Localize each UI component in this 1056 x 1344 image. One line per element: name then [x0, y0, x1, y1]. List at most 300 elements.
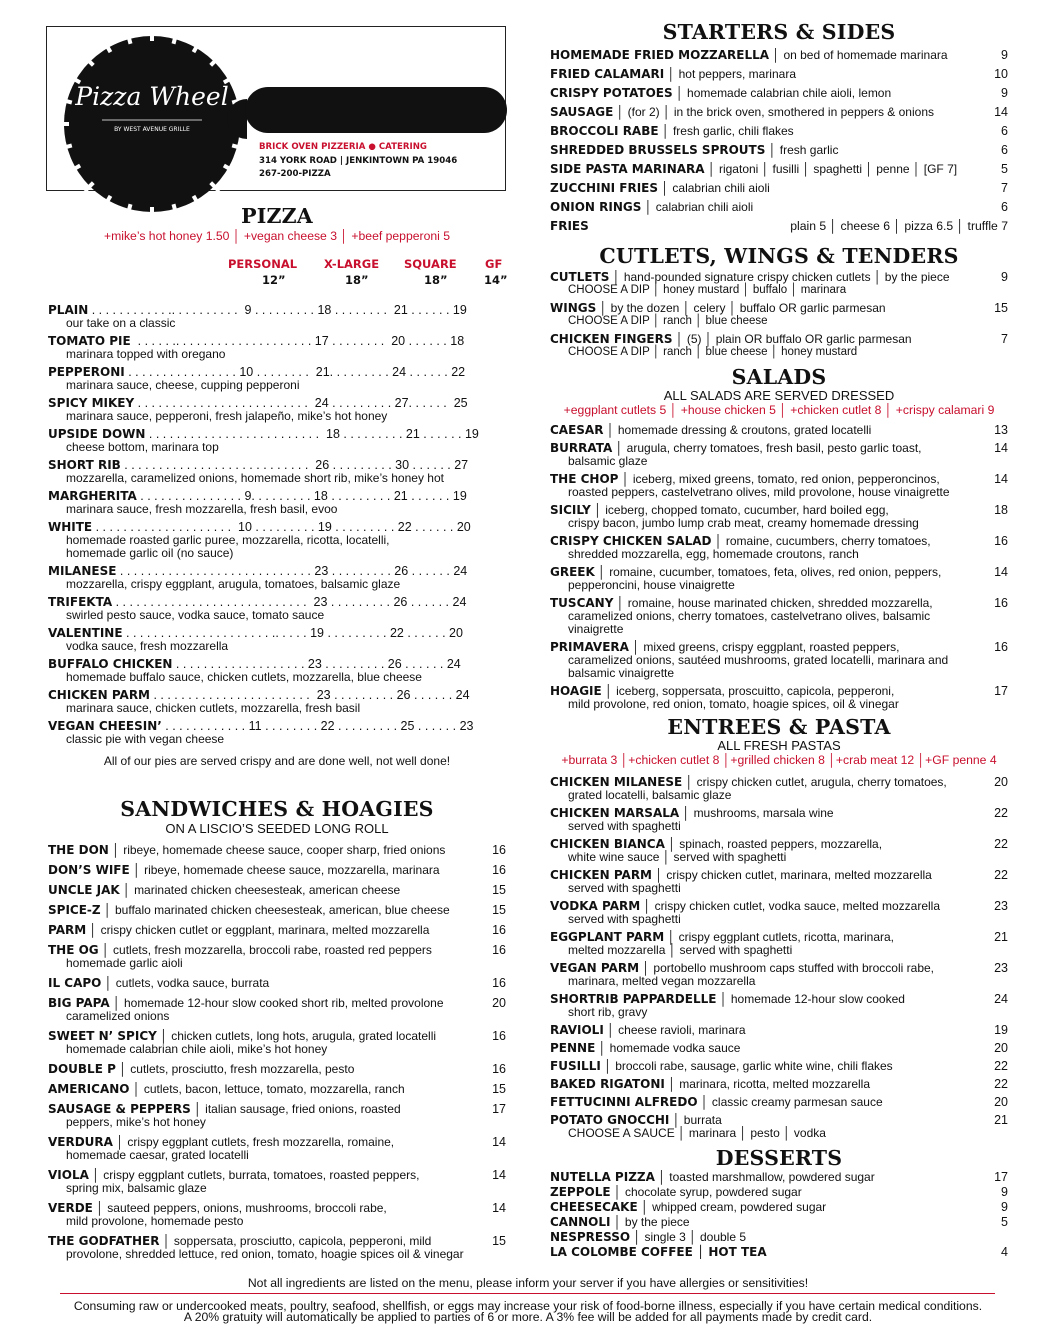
menu-item-line — [550, 837, 1008, 851]
item-desc: marinara topped with oregano — [66, 347, 226, 361]
footer-divider — [60, 1293, 995, 1294]
menu-item — [550, 899, 1008, 926]
pizza-entry — [48, 688, 506, 715]
desserts-list — [550, 1170, 1008, 1259]
item-desc: by the piece — [624, 1215, 690, 1229]
pizza-section — [48, 204, 506, 768]
separator: │ — [618, 472, 633, 486]
pizza-item — [48, 564, 506, 578]
item-price: 22 — [994, 837, 1008, 851]
item-name: TRIFEKTA — [48, 595, 113, 609]
menu-item-line — [550, 1230, 1008, 1244]
item-name: BURRATA — [550, 441, 613, 455]
separator: │ — [129, 863, 145, 877]
separator: │ — [654, 1170, 670, 1184]
item-desc: marinara sauce, pepperoni, fresh jalapeño, mike’s hot honey — [66, 409, 388, 423]
size-inches: 18” — [424, 273, 448, 287]
menu-item — [550, 806, 1008, 833]
item-desc-cont: caramelized onions, cherry tomatoes, castelvetrano olives, balsamic vinaigrette — [568, 609, 931, 636]
pizza-entry — [48, 520, 506, 560]
item-desc-cont: CHOOSE A DIP │ honey mustard │ buffalo │ marinara — [568, 284, 847, 296]
item-desc-cont: white wine sauce │ served with spaghetti — [568, 850, 787, 864]
size-inches: 18” — [345, 273, 369, 287]
right-column — [550, 20, 1008, 1260]
item-desc: mixed greens, crispy eggplant, roasted peppers, — [643, 640, 900, 654]
entrees-subtitle: ALL FRESH PASTAS — [717, 738, 841, 753]
item-desc-cont: caramelized onions, sautéed mushrooms, grated locatelli, marinara and balsamic vinaigrette — [568, 653, 949, 680]
menu-item — [550, 534, 1008, 561]
item-name: SHREDDED BRUSSELS SPROUTS — [550, 143, 766, 157]
item-desc: marinara sauce, cheese, cupping pepperoni — [66, 378, 300, 392]
menu-item — [48, 1201, 506, 1228]
pizza-prices: . . . . . . . . . . . . . . . . . . . . . .. . . . . 19 . . . . . . . . . 22 . . . . . . 20 — [122, 626, 463, 640]
item-desc: crispy eggplant cutlets, burrata, tomatoes, roasted peppers, — [103, 1168, 420, 1182]
menu-item-line — [550, 124, 1008, 138]
item-price: 14 — [994, 565, 1008, 579]
menu-item — [48, 923, 506, 937]
separator: │ — [682, 775, 697, 789]
menu-item — [550, 961, 1008, 988]
item-name: VALENTINE — [48, 626, 123, 640]
menu-item — [550, 441, 1008, 468]
separator: │ — [595, 1041, 610, 1055]
item-desc: fresh garlic — [779, 143, 839, 157]
item-desc-cont: served with spaghetti — [568, 819, 681, 833]
item-desc: hot peppers, marinara — [678, 67, 796, 81]
menu-item — [550, 992, 1008, 1019]
desserts-title: DESSERTS — [715, 1146, 843, 1170]
item-name: VERDE — [48, 1201, 93, 1215]
separator: │ — [594, 565, 610, 579]
separator: │ — [640, 899, 655, 913]
item-name: HOMEMADE FRIED MOZZARELLA — [550, 48, 770, 62]
item-price: 20 — [492, 996, 506, 1010]
item-desc: chicken cutlets, long hots, arugula, grated locatelli — [171, 1029, 437, 1043]
salads-title: SALADS — [731, 365, 827, 389]
pizza-item — [48, 334, 506, 348]
item-desc-cont: shredded mozzarella, egg, homemade croutons, ranch — [568, 547, 859, 561]
item-name: CHICKEN BIANCA — [550, 837, 665, 851]
separator: │ — [92, 1201, 108, 1215]
pizza-prices: . . . . . . . . . . . . . . . . . . . . . . . . . 24 . . . . . . . . . 27. . . . . . 25 — [134, 396, 468, 410]
separator: │ — [641, 200, 656, 214]
item-name: CAESAR — [550, 423, 604, 437]
item-desc: cutlets, vodka sauce, burrata — [115, 976, 270, 990]
item-desc: swirled pesto sauce, vodka sauce, tomato sauce — [66, 608, 325, 622]
item-name: AMERICANO — [48, 1082, 130, 1096]
item-price: 9 — [1001, 1185, 1008, 1199]
item-name: SAUSAGE — [550, 105, 614, 119]
menu-item — [550, 1095, 1008, 1109]
item-price: 7 — [1001, 332, 1008, 346]
menu-item — [550, 270, 1008, 297]
menu-item — [550, 1059, 1008, 1073]
item-name: VERDURA — [48, 1135, 113, 1149]
item-name: FETTUCINNI ALFREDO — [550, 1095, 698, 1109]
menu-item — [48, 1168, 506, 1195]
pizza-item — [48, 489, 506, 503]
menu-item — [48, 1082, 506, 1096]
item-desc-cont: balsamic glaze — [568, 454, 648, 468]
entrees-list — [550, 775, 1008, 1140]
item-name: CRISPY CHICKEN SALAD — [550, 534, 712, 548]
pizza-prices: . . . . . . . . . . . . . . . . . . . . . . . 23 . . . . . . . . . 26 . . . . . . 24 — [150, 688, 470, 702]
item-price: 22 — [994, 806, 1008, 820]
separator: │ — [600, 1059, 616, 1073]
item-price: 22 — [994, 868, 1008, 882]
cutlets-list — [550, 270, 1008, 359]
pizza-item — [48, 719, 506, 733]
item-price: 23 — [994, 899, 1008, 913]
menu-item-line — [550, 143, 1008, 157]
menu-item-line — [550, 1113, 1008, 1127]
menu-item-line — [550, 1170, 1008, 1184]
item-desc: chocolate syrup, powdered sugar — [624, 1185, 802, 1199]
item-name: SIDE PASTA MARINARA — [550, 162, 705, 176]
pizza-item — [48, 688, 506, 702]
item-price: 15 — [492, 883, 506, 897]
item-price: 15 — [994, 301, 1008, 315]
menu-item-line — [550, 565, 1008, 579]
item-name: ZEPPOLE — [550, 1185, 611, 1199]
menu-item-line — [550, 181, 1008, 195]
item-price: 10 — [994, 67, 1008, 81]
sandwich-list — [48, 843, 506, 1261]
item-name: PENNE — [550, 1041, 596, 1055]
menu-item — [550, 775, 1008, 802]
item-name: ONION RINGS — [550, 200, 642, 214]
separator: │ — [664, 1077, 680, 1091]
item-desc-cont: spring mix, balsamic glaze — [66, 1181, 207, 1195]
pizza-addons: +mike’s hot honey 1.50 │ +vegan cheese 3 │ +beef pepperoni 5 — [103, 229, 450, 243]
header-line1: BRICK OVEN PIZZERIA ● CATERING — [259, 142, 427, 152]
item-name: SHORTRIB PAPPARDELLE — [550, 992, 717, 1006]
pizza-entry — [48, 595, 506, 622]
item-name: ZUCCHINI FRIES — [550, 181, 658, 195]
separator: │ — [664, 930, 679, 944]
item-name: FUSILLI — [550, 1059, 601, 1073]
menu-item-line — [550, 930, 1008, 944]
item-desc: marinated chicken cheesesteak, american cheese — [134, 883, 401, 897]
separator: │ — [658, 181, 673, 195]
menu-item-line — [550, 1041, 1008, 1055]
menu-item — [48, 903, 506, 917]
item-name: SPICY MIKEY — [48, 396, 135, 410]
pizza-entry — [48, 396, 506, 423]
separator: │ — [112, 1135, 128, 1149]
fries-options: plain 5 │ cheese 6 │ pizza 6.5 │ truffle 7 — [790, 219, 1008, 233]
pizza-item — [48, 458, 506, 472]
item-desc-cont: crispy bacon, jumbo lump crab meat, creamy homemade dressing — [568, 516, 919, 530]
item-price: 9 — [1001, 1200, 1008, 1214]
size-label: GF — [485, 257, 503, 271]
item-desc-cont: pepperoncini, house vinaigrette — [568, 578, 735, 592]
separator: │ — [613, 105, 628, 119]
item-price: 5 — [1001, 1215, 1008, 1229]
menu-item — [550, 200, 1008, 214]
size-label: PERSONAL — [228, 257, 298, 271]
entrees-addons: +burrata 3 │+chicken cutlet 8 │+grilled chicken 8 │+crab meat 12 │+GF penne 4 — [561, 753, 997, 767]
menu-item-line — [550, 596, 1008, 610]
separator: │ — [658, 124, 673, 138]
item-desc: homemade vodka sauce — [609, 1041, 741, 1055]
item-desc-cont: peppers, mike’s hot honey — [66, 1115, 206, 1129]
item-desc: crispy chicken cutlet, vodka sauce, melted mozzarella — [654, 899, 941, 913]
menu-item-line — [550, 961, 1008, 975]
item-desc: our take on a classic — [66, 316, 176, 330]
separator: │ — [652, 868, 667, 882]
item-price: 14 — [994, 441, 1008, 455]
item-name: BAKED RIGATONI — [550, 1077, 665, 1091]
separator: │ — [664, 67, 679, 81]
menu-item-line — [48, 903, 506, 917]
separator: │ — [711, 534, 726, 548]
pizza-item — [48, 595, 506, 609]
menu-item-line — [48, 1062, 506, 1076]
separator: │ — [190, 1102, 206, 1116]
item-name: CHEESECAKE — [550, 1200, 638, 1214]
menu-item — [550, 143, 1008, 157]
item-desc: rigatoni │ fusilli │ spaghetti │ penne │ [GF 7] — [718, 162, 958, 176]
menu-item-line — [550, 534, 1008, 548]
pizza-entry — [48, 365, 506, 392]
separator: │ — [613, 596, 628, 610]
item-name: UNCLE JAK — [48, 883, 120, 897]
size-label: X-LARGE — [324, 257, 380, 271]
separator: │ — [108, 843, 124, 857]
item-name: VIOLA — [48, 1168, 89, 1182]
menu-item — [48, 996, 506, 1023]
pizza-item — [48, 626, 506, 640]
menu-item-line — [550, 992, 1008, 1006]
item-name: THE OG — [48, 943, 99, 957]
item-name: PLAIN — [48, 303, 89, 317]
item-name: SHORT RIB — [48, 458, 121, 472]
pizza-prices: . . . . . . . . . . . . . . . . . . . . . . . . . 18 . . . . . . . . . 21 . . . . . . 19 — [145, 427, 479, 441]
item-desc: homemade roasted garlic puree, mozzarella, ricotta, locatelli, homemade garlic oil (no sauce) — [66, 533, 390, 560]
item-desc: toasted marshmallow, powdered sugar — [669, 1170, 875, 1184]
pizza-prices: . . . . . . . . . . . . . . . . . . . . 10 . . . . . . . . . 19 . . . . . . . . . 22 . . . . . . 20 — [92, 520, 471, 534]
item-price: 9 — [1001, 270, 1008, 284]
menu-item — [550, 124, 1008, 138]
logo-name: Pizza Wheel — [75, 82, 229, 111]
item-name: TUSCANY — [550, 596, 614, 610]
menu-item-line — [48, 1029, 506, 1043]
item-desc: by the dozen │ celery │ buffalo OR garlic parmesan — [610, 301, 886, 315]
separator: │ — [596, 301, 611, 315]
item-name: CHICKEN MARSALA — [550, 806, 680, 820]
menu-item — [550, 1200, 1008, 1214]
separator: │ — [610, 1215, 625, 1229]
pizza-prices: . . . . . . . . . . . . . . . . . . . . . . . . . . . . 23 . . . . . . . . . 26 . . . . . . 24 — [112, 595, 467, 609]
menu-item — [550, 640, 1008, 680]
menu-item-line — [550, 1200, 1008, 1214]
item-price: 17 — [994, 684, 1008, 698]
item-price: 17 — [492, 1102, 506, 1116]
menu-item — [48, 943, 506, 970]
gratuity-note: A 20% gratuity will automatically be applied to parties of 6 or more. A 3% fee will be added for all payments made by credit card. — [183, 1310, 873, 1324]
item-price: 14 — [994, 472, 1008, 486]
item-desc: spinach, roasted peppers, mozzarella, — [679, 837, 883, 851]
pizza-title: PIZZA — [241, 204, 313, 228]
separator: │ — [716, 992, 731, 1006]
item-name: MILANESE — [48, 564, 117, 578]
menu-item-line — [550, 423, 1008, 437]
pizza-prices: . . . . . . . . . . . . . . . . . . . . . . . . . . . 26 . . . . . . . . . 30 . . . . . . 27 — [120, 458, 469, 472]
menu-item — [550, 1185, 1008, 1199]
item-name: BUFFALO CHICKEN — [48, 657, 173, 671]
item-desc: marinara sauce, chicken cutlets, mozzarella, fresh basil — [66, 701, 361, 715]
item-desc: homemade calabrian chile aioli, lemon — [687, 86, 892, 100]
item-price: 14 — [492, 1201, 506, 1215]
item-price: 14 — [994, 105, 1008, 119]
salads-addons: +eggplant cutlets 5 │ +house chicken 5 │ +chicken cutlet 8 │ +crispy calamari 9 — [563, 403, 995, 417]
menu-item-line — [48, 883, 506, 897]
pizza-item — [48, 365, 506, 379]
menu-item-line — [550, 899, 1008, 913]
item-price: 16 — [492, 976, 506, 990]
separator: │ — [669, 1113, 684, 1127]
item-desc: (5) │ plain OR buffalo OR garlic parmesan — [686, 332, 912, 346]
item-desc: hand-pounded signature crispy chicken cutlets │ by the piece — [623, 270, 950, 284]
pizza-entry — [48, 489, 506, 516]
sandwich-section — [48, 797, 506, 1267]
pizza-entry — [48, 719, 506, 746]
menu-item-line — [550, 640, 1008, 654]
menu-item — [550, 1245, 1008, 1259]
pizza-entry — [48, 427, 506, 454]
item-desc: cheese bottom, marinara top — [66, 440, 219, 454]
item-price: 16 — [492, 843, 506, 857]
separator: │ — [609, 270, 624, 284]
item-desc: soppersata, prosciutto, capicola, pepperoni, mild — [173, 1234, 432, 1248]
separator: │ — [672, 332, 687, 346]
menu-item — [48, 1102, 506, 1129]
menu-item — [48, 843, 506, 857]
menu-item — [550, 105, 1008, 119]
item-price: 16 — [492, 923, 506, 937]
menu-item-line — [550, 301, 1008, 315]
item-price: 15 — [492, 903, 506, 917]
item-price: 14 — [492, 1168, 506, 1182]
pizza-entry — [48, 657, 506, 684]
menu-item — [550, 423, 1008, 437]
separator: │ — [86, 923, 101, 937]
item-desc: crispy chicken cutlet, arugula, cherry tomatoes, — [696, 775, 947, 789]
item-desc: romaine, cucumber, tomatoes, feta, olives, red onion, peppers, — [609, 565, 942, 579]
item-name: SWEET N’ SPICY — [48, 1029, 157, 1043]
logo-tagline: BY WEST AVENUE GRILLE — [114, 126, 190, 133]
pizza-item — [48, 520, 506, 534]
item-price: 21 — [994, 1113, 1008, 1127]
item-desc: cutlets, fresh mozzarella, broccoli rabe, roasted red peppers — [113, 943, 432, 957]
separator: │ — [109, 996, 124, 1010]
item-desc: calabrian chili aioli — [672, 181, 770, 195]
menu-item — [550, 930, 1008, 957]
starters-title: STARTERS & SIDES — [662, 20, 896, 44]
item-name: DON’S WIFE — [48, 863, 130, 877]
item-price: 13 — [994, 423, 1008, 437]
item-desc: burrata — [683, 1113, 722, 1127]
menu-item-line — [550, 806, 1008, 820]
menu-item — [550, 565, 1008, 592]
separator: │ — [603, 1023, 619, 1037]
separator: │ — [601, 684, 617, 698]
item-desc: ribeye, homemade cheese sauce, mozzarella, marinara — [144, 863, 440, 877]
menu-item — [550, 301, 1008, 328]
menu-item — [550, 1230, 1008, 1244]
item-desc-cont: homemade garlic aioli — [66, 956, 183, 970]
item-desc: marinara sauce, fresh mozzarella, fresh basil, evoo — [66, 502, 338, 516]
separator: │ — [704, 162, 719, 176]
menu-item — [550, 1077, 1008, 1091]
menu-item-line — [550, 1185, 1008, 1199]
item-name: MARGHERITA — [48, 489, 137, 503]
menu-item — [550, 67, 1008, 81]
logo-box — [46, 26, 506, 191]
item-desc: crispy eggplant cutlets, fresh mozzarella, romaine, — [127, 1135, 395, 1149]
pizza-entry — [48, 626, 506, 653]
item-desc: buffalo marinated chicken cheesesteak, american, blue cheese — [114, 903, 450, 917]
separator: │ — [664, 837, 680, 851]
item-name: CHICKEN PARM — [550, 868, 652, 882]
item-price: 16 — [492, 1029, 506, 1043]
pizza-list — [48, 303, 506, 746]
item-price: 16 — [492, 863, 506, 877]
item-price: 21 — [994, 930, 1008, 944]
size-label: SQUARE — [404, 257, 457, 271]
item-price: 6 — [1001, 143, 1008, 157]
item-name: CANNOLI — [550, 1215, 611, 1229]
pizza-entry — [48, 458, 506, 485]
pizza-item — [48, 657, 506, 671]
allergy-note: Not all ingredients are listed on the menu, please inform your server if you have allergies or sensitivities! — [247, 1276, 809, 1290]
separator: │ — [119, 883, 135, 897]
menu-item — [550, 162, 1008, 176]
menu-item — [48, 863, 506, 877]
item-price: 20 — [994, 1041, 1008, 1055]
menu-item — [550, 503, 1008, 530]
item-name: PEPPERONI — [48, 365, 125, 379]
menu-item-line — [550, 332, 1008, 346]
pizza-prices: . . . . . . . . . . . .. . . . . . . . . . 9 . . . . . . . . . 18 . . . . . . . . 21 . . . . . . 19 — [88, 303, 467, 317]
item-name: EGGPLANT PARM — [550, 930, 665, 944]
menu-item-line — [550, 270, 1008, 284]
menu-item-line — [550, 868, 1008, 882]
menu-item-line — [550, 472, 1008, 486]
menu-item-line — [550, 105, 1008, 119]
menu-item — [550, 86, 1008, 100]
pizza-entry — [48, 564, 506, 591]
item-desc: cutlets, bacon, lettuce, tomato, mozzarella, ranch — [143, 1082, 405, 1096]
item-desc: portobello mushroom caps stuffed with broccoli rabe, — [653, 961, 934, 975]
menu-item-line — [550, 48, 1008, 62]
item-price: 9 — [1001, 48, 1008, 62]
pizza-item — [48, 427, 506, 441]
item-price: 17 — [994, 1170, 1008, 1184]
item-desc: arugula, cherry tomatoes, fresh basil, pesto garlic toast, — [626, 441, 922, 455]
separator: │ — [101, 976, 116, 990]
item-price: 5 — [1001, 162, 1008, 176]
separator: │ — [628, 640, 644, 654]
item-name: FRIED CALAMARI — [550, 67, 665, 81]
menu-item-line — [550, 1077, 1008, 1091]
item-desc: homemade 12-hour slow cooked — [730, 992, 905, 1006]
size-inches: 14” — [484, 273, 508, 287]
item-desc: romaine, cucumbers, cherry tomatoes, — [725, 534, 931, 548]
item-name: WHITE — [48, 520, 93, 534]
separator: │ — [129, 1082, 144, 1096]
